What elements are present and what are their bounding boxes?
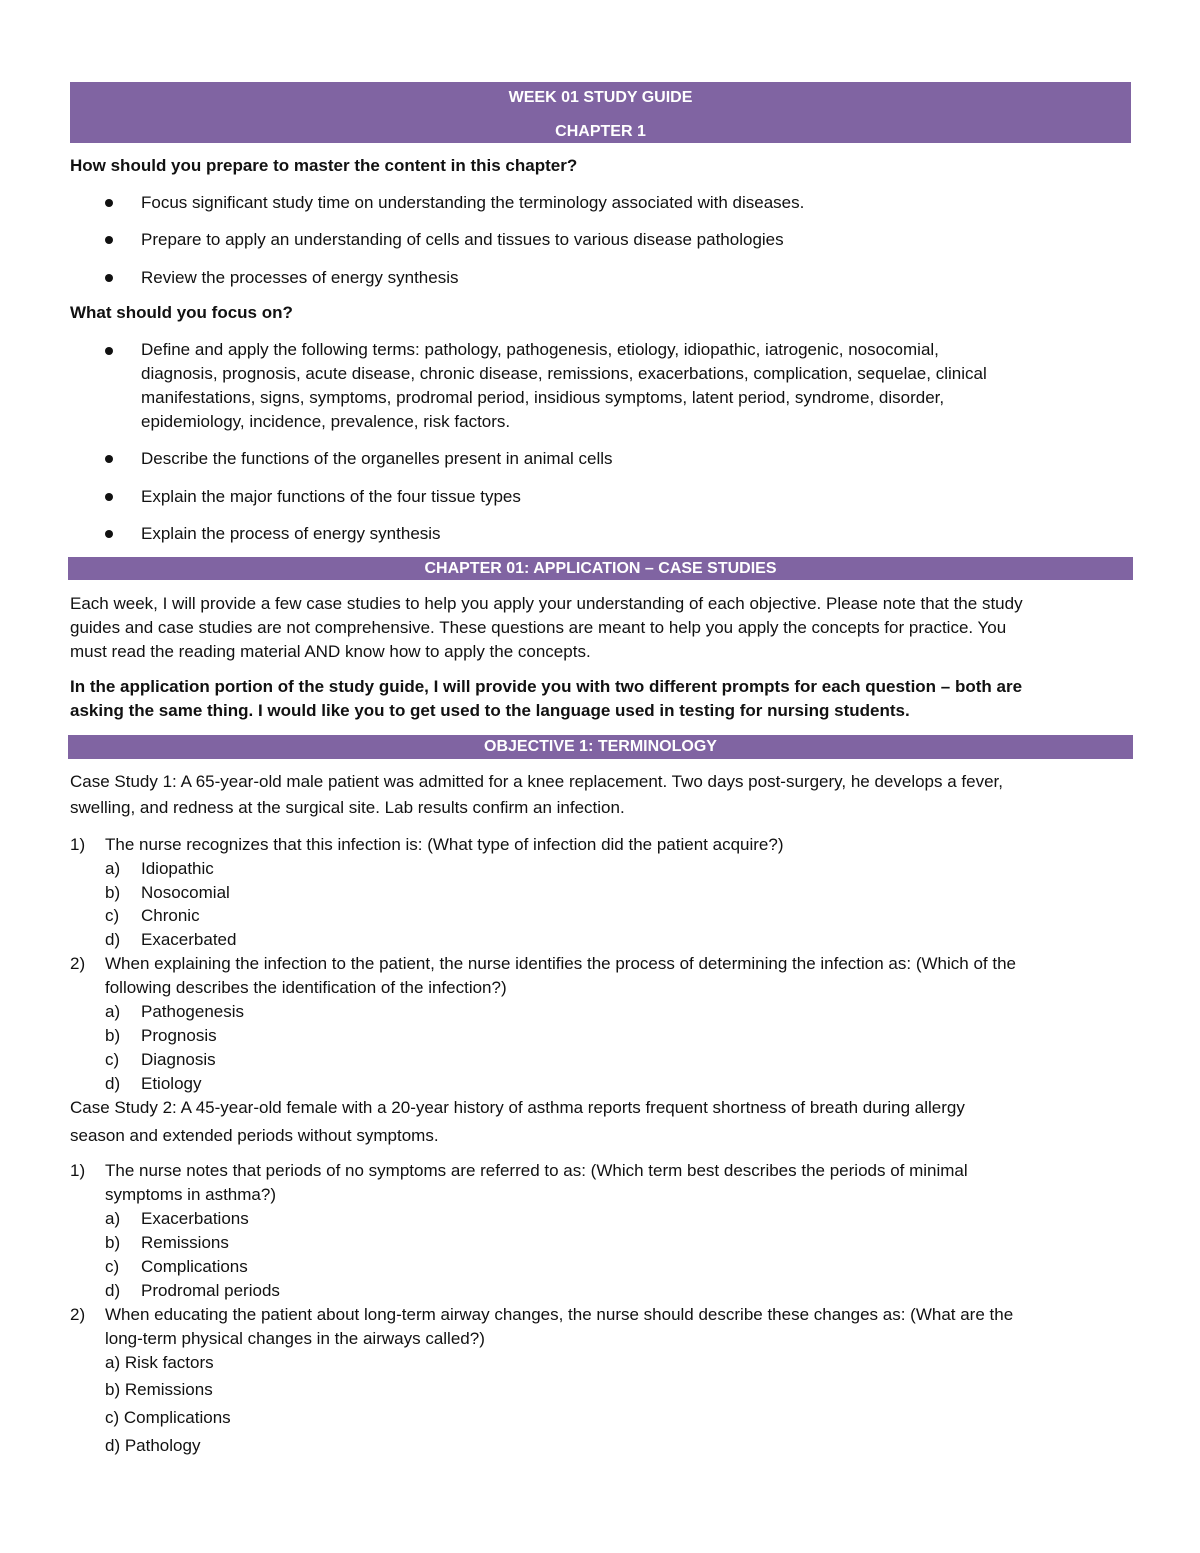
option-letter: d) <box>105 1074 121 1093</box>
case2-q2-line-1: When educating the patient about long-term airway changes, the nurse should describe these changes as: (What are the <box>105 1305 1014 1324</box>
bullet-dot <box>105 236 113 244</box>
case1-q1-text: The nurse recognizes that this infection is: (What type of infection did the patient acquire?) <box>105 835 784 854</box>
question-number: 1) <box>70 1161 86 1180</box>
option-text: Prodromal periods <box>141 1281 280 1300</box>
intro-line-1: Each week, I will provide a few case studies to help you apply your understanding of each objective. Please note that the study <box>70 594 1023 613</box>
option-text: Chronic <box>141 906 200 925</box>
option-letter: a) <box>105 859 121 878</box>
focus-terms-line-4: epidemiology, incidence, prevalence, risk factors. <box>141 412 511 431</box>
case2-q2-option-a: a) Risk factors <box>105 1353 214 1372</box>
option-letter: b) <box>105 1233 121 1252</box>
case-study-2-line-2: season and extended periods without symptoms. <box>70 1126 439 1145</box>
focus-question: What should you focus on? <box>70 303 293 322</box>
case2-q2-option-d: d) Pathology <box>105 1436 201 1455</box>
option-letter: a) <box>105 1209 121 1228</box>
focus-bullet-organelles: Describe the functions of the organelles present in animal cells <box>141 449 613 468</box>
question-number: 2) <box>70 1305 86 1324</box>
intro-line-2: guides and case studies are not comprehensive. These questions are meant to help you apply the concepts for practice. You <box>70 618 1007 637</box>
focus-terms-line-1: Define and apply the following terms: pathology, pathogenesis, etiology, idiopathic, iatrogenic, nosocomial, <box>141 340 939 359</box>
option-text: Remissions <box>141 1233 229 1252</box>
chapter-title: CHAPTER 1 <box>555 123 646 140</box>
option-letter: d) <box>105 1281 121 1300</box>
prepare-bullet-2: Prepare to apply an understanding of cells and tissues to various disease pathologies <box>141 230 784 249</box>
title-bar <box>70 82 1131 143</box>
option-text: Complications <box>141 1257 248 1276</box>
bullet-dot <box>105 493 113 501</box>
focus-bullet-tissues: Explain the major functions of the four tissue types <box>141 487 521 506</box>
objective-header <box>68 735 1133 759</box>
question-number: 1) <box>70 835 86 854</box>
case2-q2-option-c: c) Complications <box>105 1408 231 1427</box>
case2-q2-line-2: long-term physical changes in the airways called?) <box>105 1329 485 1348</box>
case-study-1-line-2: swelling, and redness at the surgical site. Lab results confirm an infection. <box>70 798 625 817</box>
prompt-note-line-2: asking the same thing. I would like you to get used to the language used in testing for nursing students. <box>70 701 910 720</box>
option-text: Exacerbations <box>141 1209 249 1228</box>
option-text: Diagnosis <box>141 1050 216 1069</box>
case2-q1-line-1: The nurse notes that periods of no symptoms are referred to as: (Which term best describes the periods of minimal <box>105 1161 968 1180</box>
prepare-bullet-3: Review the processes of energy synthesis <box>141 268 459 287</box>
question-number: 2) <box>70 954 86 973</box>
option-text: Pathogenesis <box>141 1002 245 1021</box>
case-study-1-line-1: Case Study 1: A 65-year-old male patient was admitted for a knee replacement. Two days post-surgery, he develops a fever, <box>70 772 1003 791</box>
option-text: Etiology <box>141 1074 202 1093</box>
bullet-dot <box>105 530 113 538</box>
case1-q2-line-2: following describes the identification of the infection?) <box>105 978 507 997</box>
case-study-2-line-1: Case Study 2: A 45-year-old female with a 20-year history of asthma reports frequent shortness of breath during allergy <box>70 1098 965 1117</box>
focus-terms-line-3: manifestations, signs, symptoms, prodromal period, insidious symptoms, latent period, syndrome, disorder, <box>141 388 945 407</box>
option-text: Nosocomial <box>141 883 230 902</box>
application-header-text: CHAPTER 01: APPLICATION – CASE STUDIES <box>424 560 777 577</box>
option-text: Exacerbated <box>141 930 237 949</box>
option-letter: c) <box>105 1257 120 1276</box>
option-letter: d) <box>105 930 121 949</box>
prepare-bullet-1: Focus significant study time on understanding the terminology associated with diseases. <box>141 193 805 212</box>
option-letter: c) <box>105 1050 120 1069</box>
option-letter: c) <box>105 906 120 925</box>
bullet-dot <box>105 455 113 463</box>
objective-header-text: OBJECTIVE 1: TERMINOLOGY <box>484 738 717 755</box>
option-letter: b) <box>105 883 121 902</box>
application-header <box>68 557 1133 580</box>
option-text: Prognosis <box>141 1026 217 1045</box>
option-text: Idiopathic <box>141 859 214 878</box>
bullet-dot <box>105 347 113 355</box>
case2-q2-option-b: b) Remissions <box>105 1380 213 1399</box>
focus-terms-line-2: diagnosis, prognosis, acute disease, chronic disease, remissions, exacerbations, complication, sequelae, clinical <box>141 364 987 383</box>
intro-line-3: must read the reading material AND know how to apply the concepts. <box>70 642 591 661</box>
bullet-dot <box>105 274 113 282</box>
case2-q1-line-2: symptoms in asthma?) <box>105 1185 276 1204</box>
option-letter: a) <box>105 1002 121 1021</box>
focus-bullet-energy: Explain the process of energy synthesis <box>141 524 441 543</box>
bullet-dot <box>105 199 113 207</box>
option-letter: b) <box>105 1026 121 1045</box>
guide-title: WEEK 01 STUDY GUIDE <box>508 89 693 106</box>
prepare-question: How should you prepare to master the content in this chapter? <box>70 156 578 175</box>
prompt-note-line-1: In the application portion of the study guide, I will provide you with two different prompts for each question – both are <box>70 677 1023 696</box>
case1-q2-line-1: When explaining the infection to the patient, the nurse identifies the process of determining the infection as: (Which of the <box>105 954 1016 973</box>
